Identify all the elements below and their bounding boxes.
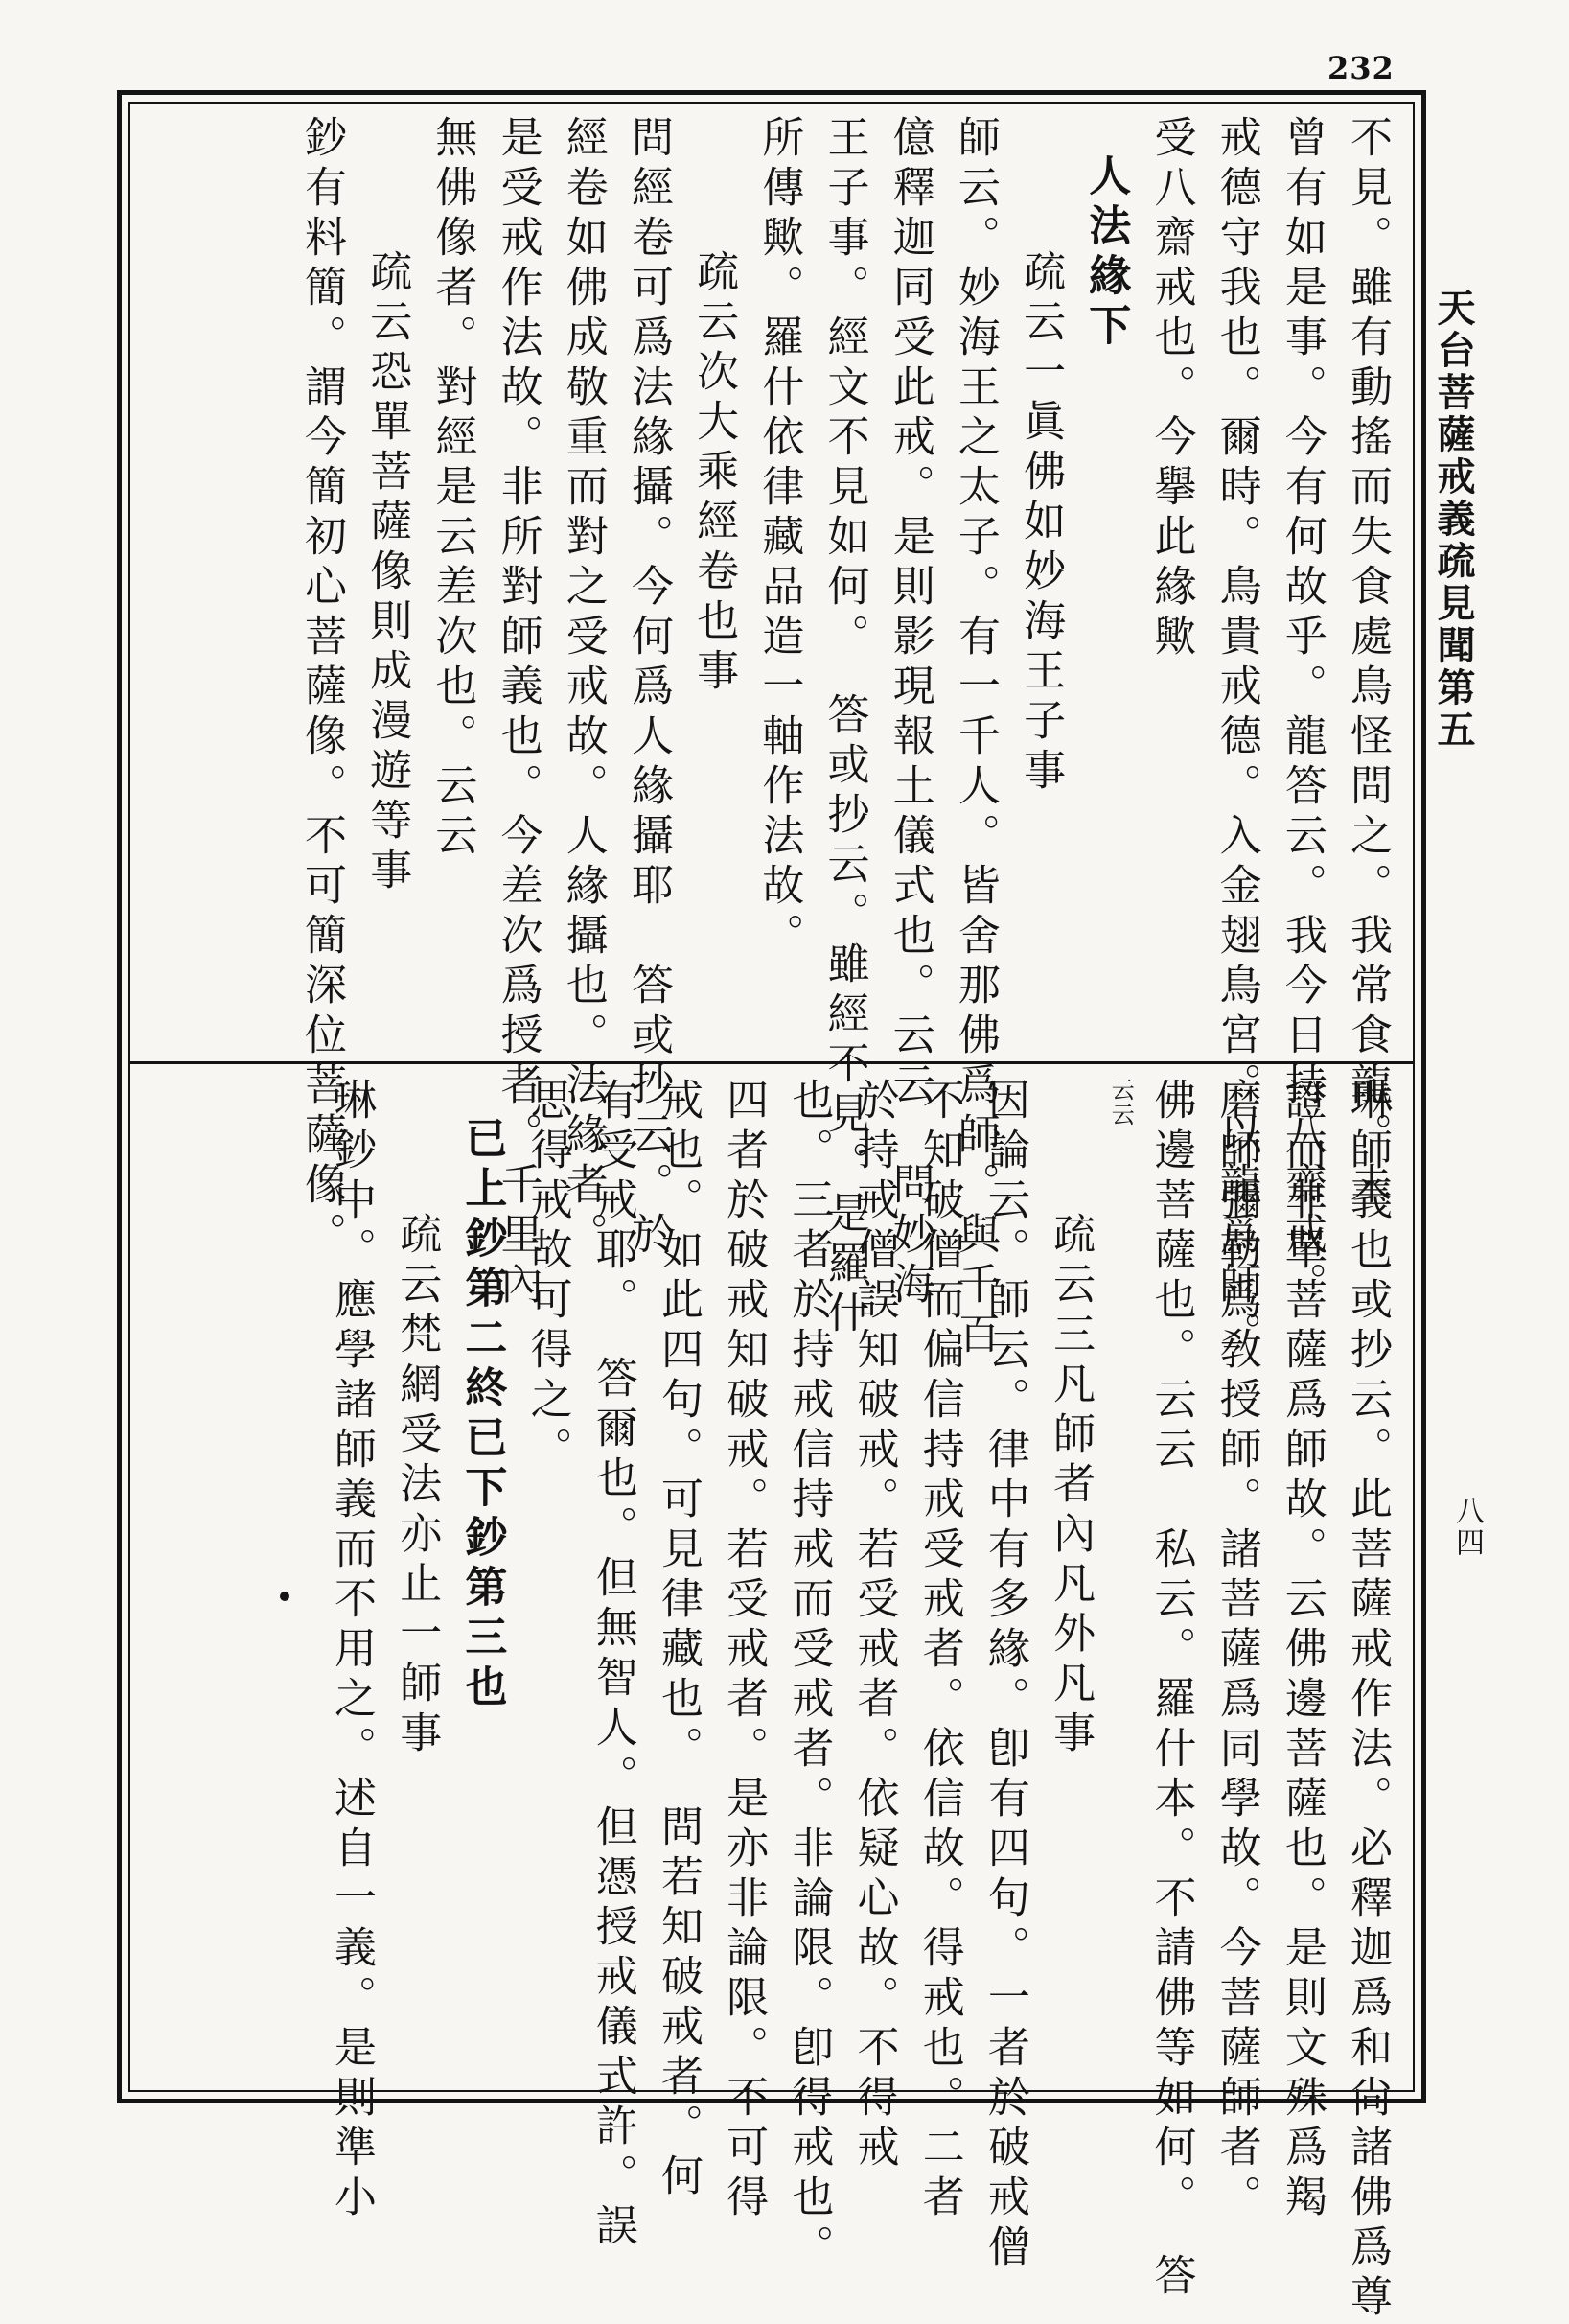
text-column: 受八齋戒也。今擧此緣歟	[1146, 115, 1196, 663]
text-column: 也。三者於持戒信持戒而受戒者。非論限。卽得戒也。	[784, 1078, 834, 2274]
page-number: 232	[1327, 50, 1395, 86]
section-subhead: 已上鈔第二終已下鈔第三也	[457, 1116, 507, 1714]
text-column: 琳師義也或抄云。此菩薩戒作法。必釋迦爲和尙諸佛爲尊	[1343, 1078, 1392, 2324]
text-column: 戒德守我也。爾時。鳥貴戒德。入金翅鳥宮。以龍爲師。	[1211, 115, 1261, 1361]
section-heading: 疏云三凡師者內凡外凡事	[1046, 1212, 1096, 1760]
text-column: 不知破僧而偏信持戒受戒者。依信故。得戒也。二者	[914, 1078, 964, 2224]
text-column: 王子事。經文不見如何。 答或抄云。雖經不見。是羅什	[819, 115, 869, 1340]
text-column: 師云。妙海王之太子。有一千人。皆舍那佛爲師。與千百	[950, 115, 1000, 1361]
text-column: 戒也。如此四句。可見律藏也。 問若知破戒者。何	[653, 1078, 703, 2203]
text-column: 經卷如佛成敬重而對之受戒故。人緣攝也。法緣者。	[558, 115, 608, 1262]
folio-number: 八四	[1450, 1496, 1484, 1559]
text-column: 佛邊菩薩也。云云 私云。羅什本。不請佛等如何。 答	[1146, 1078, 1196, 2303]
annotation-note: 云云	[1107, 1078, 1135, 1127]
text-column: 琳鈔中。應學諸師義而不用之。述自一義。是則準小	[327, 1078, 376, 2224]
bottom-panel	[144, 1078, 1399, 2324]
text-column: 因論云。師云。律中有多緣。卽有四句。一者於破戒僧	[980, 1078, 1029, 2274]
text-column: 有受戒耶。 答爾也。但無智人。但憑授戒儀式許。誤	[588, 1078, 637, 2253]
text-column: 思得戒故可得之。	[522, 1078, 572, 1476]
text-column: 鈔有料簡。謂今簡初心菩薩像。不可簡深位菩薩像。	[297, 115, 346, 1262]
text-column: 四者於破戒知破戒。若受戒者。是亦非論限。不可得	[719, 1078, 769, 2224]
ink-dot	[280, 1592, 289, 1601]
section-subhead: 人法緣下	[1081, 153, 1131, 353]
section-heading: 疏云一眞佛如妙海王子事	[1016, 249, 1066, 798]
text-column: 磨師彌勒爲敎授師。諸菩薩爲同學故。今菩薩師者。	[1211, 1078, 1261, 2224]
section-heading: 疏云梵網受法亦止一師事	[392, 1212, 442, 1760]
text-column: 不見。雖有動搖而失食處鳥怪問之。我常食龍。未	[1343, 115, 1392, 1212]
text-column: 億釋迦同受此戒。是則影現報土儀式也。云云 問妙海	[885, 115, 934, 1312]
text-column: 是受戒作法故。非所對師義也。今差次爲授者。千里內	[493, 115, 542, 1312]
section-heading: 疏云恐單菩薩像則成漫遊等事	[362, 249, 412, 897]
text-column: 證而非單菩薩爲師故。云佛邊菩薩也。是則文殊爲羯	[1277, 1078, 1327, 2224]
text-column: 所傳歟。羅什依律藏品造一軸作法故。	[754, 115, 804, 963]
text-column: 問經卷可爲法緣攝。今何爲人緣攝耶 答或抄云。於	[623, 115, 673, 1262]
running-title: 天台菩薩戒義疏見聞第五	[1431, 288, 1476, 752]
section-heading: 疏云次大乘經卷也事	[689, 249, 739, 698]
text-column: 於持戒僧誤知破戒。若受戒者。依疑心故。不得戒	[849, 1078, 899, 2174]
text-column: 無佛像者。對經是云差次也。云云	[427, 115, 477, 863]
text-column: 曾有如是事。今有何故乎。龍答云。我今日持八齋戒。	[1277, 115, 1327, 1312]
